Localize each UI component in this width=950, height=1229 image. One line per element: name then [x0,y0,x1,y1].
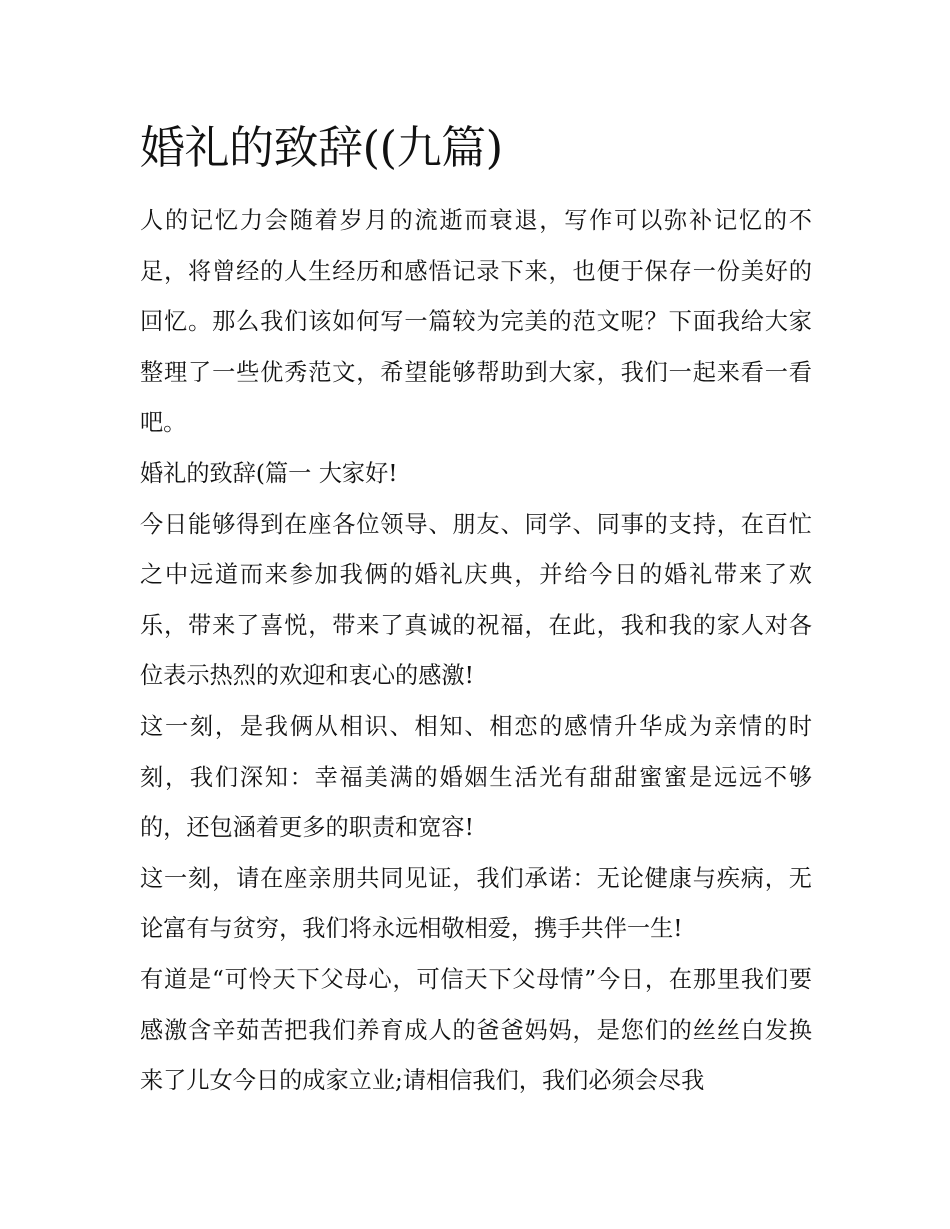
body-paragraph-moment: 这一刻，是我俩从相识、相知、相恋的感情升华成为亲情的时刻，我们深知：幸福美满的婚姻生活光有甜甜蜜蜜是远远不够的，还包涵着更多的职责和宽容! [140,712,812,842]
document-title: 婚礼的致辞((九篇) [140,121,503,174]
intro-paragraph: 人的记忆力会随着岁月的流逝而衰退，写作可以弥补记忆的不足，将曾经的人生经历和感悟记录下来，也便于保存一份美好的回忆。那么我们该如何写一篇较为完美的范文呢？下面我给大家整理了一些优秀范文，希望能够帮助到大家，我们一起来看一看吧。 [140,207,812,437]
body-paragraph-parents: 有道是“可怜天下父母心，可信天下父母情”今日，在那里我们要感激含辛茹苦把我们养育成人的爸爸妈妈，是您们的丝丝白发换来了儿女今日的成家立业;请相信我们，我们必须会尽我 [140,965,812,1095]
body-paragraph-thanks: 今日能够得到在座各位领导、朋友、同学、同事的支持，在百忙之中远道而来参加我俩的婚礼庆典，并给今日的婚礼带来了欢乐，带来了喜悦，带来了真诚的祝福，在此，我和我的家人对各位表示热烈的欢迎和衷心的感激! [140,510,812,690]
document-body [140,112,812,1107]
body-paragraph-vow: 这一刻，请在座亲朋共同见证，我们承诺：无论健康与疾病，无论富有与贫穷，我们将永远相敬相爱，携手共伴一生! [140,864,812,943]
section-heading-part-one: 婚礼的致辞(篇一 大家好! [140,459,398,487]
